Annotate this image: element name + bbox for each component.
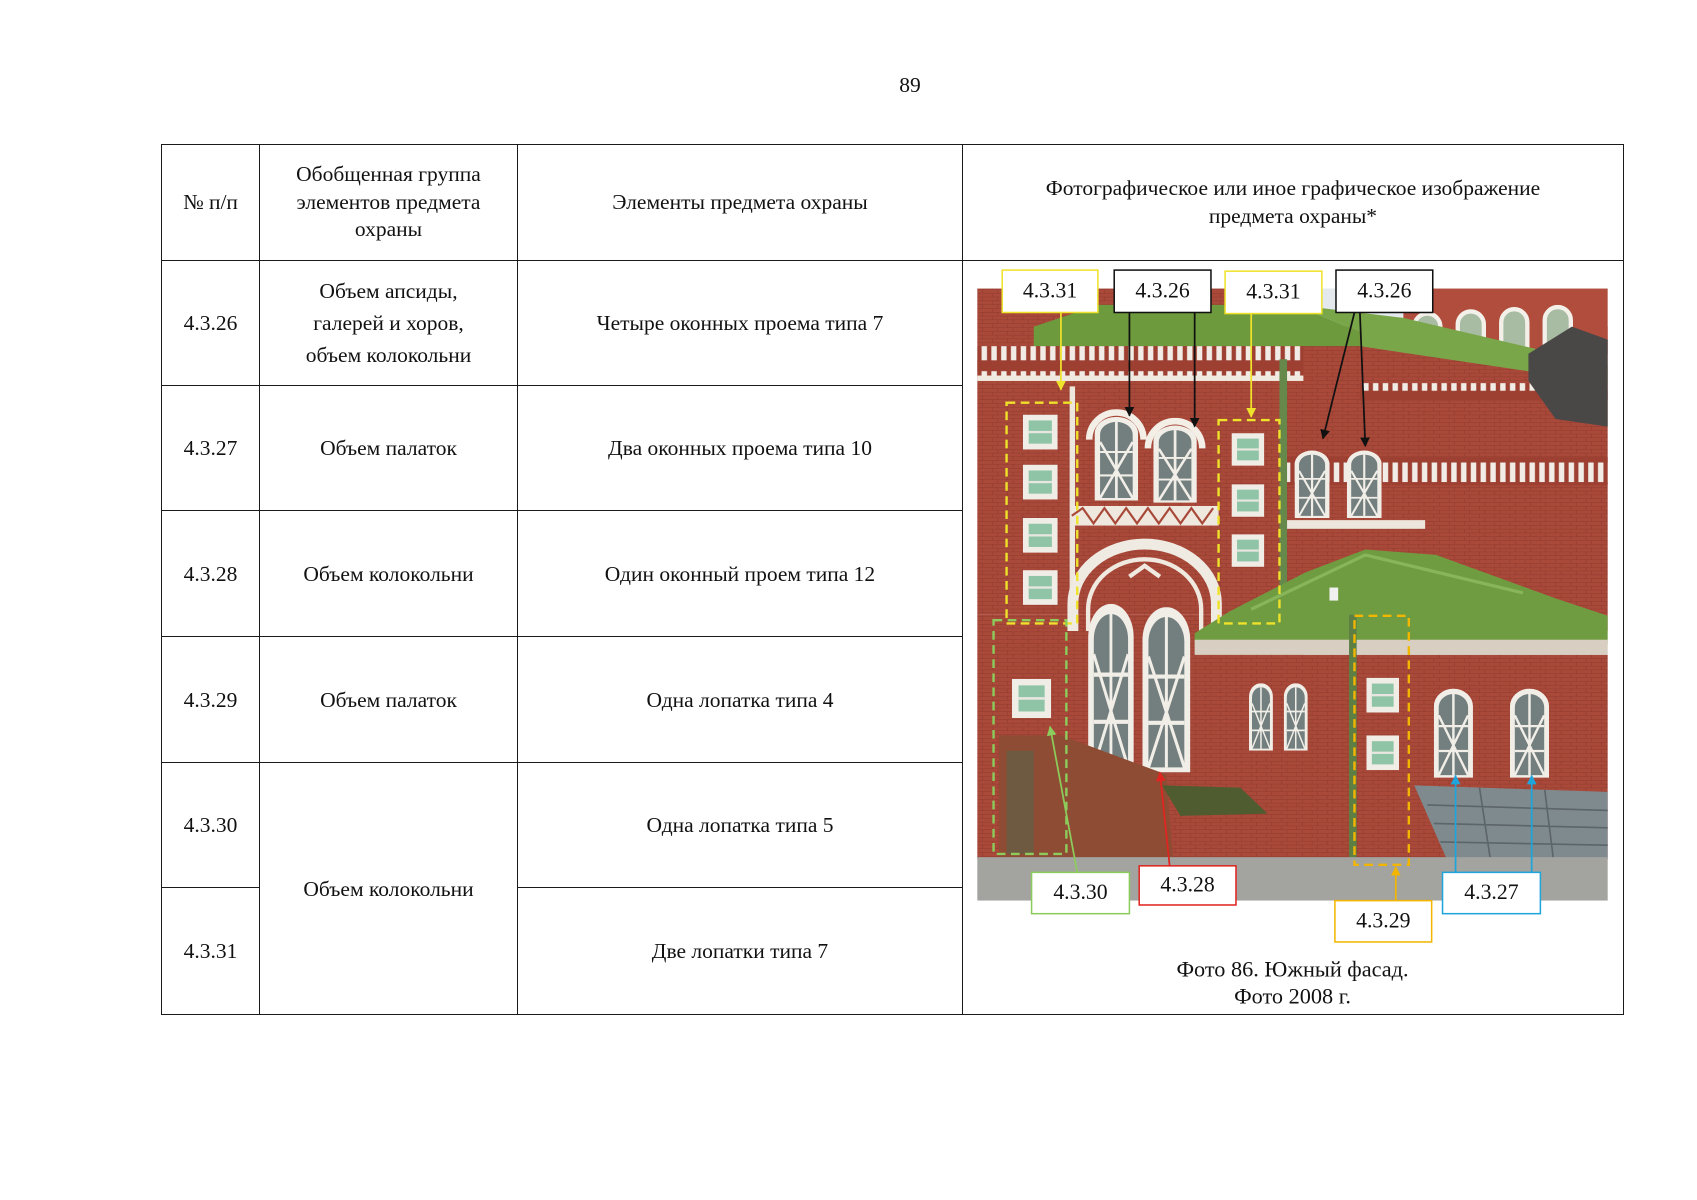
blade-square-window [1366, 735, 1399, 770]
pilaster-square-window [1012, 679, 1051, 718]
pilaster-square-window [1023, 518, 1058, 553]
callout-text: 4.3.27 [1464, 880, 1519, 905]
callout-text: 4.3.29 [1356, 908, 1411, 933]
row-element: Два оконных проема типа 10 [518, 386, 963, 511]
facade-photo-figure [962, 260, 1623, 1014]
header-elements: Элементы предмета охраны [518, 145, 963, 261]
row-number: 4.3.27 [162, 386, 260, 511]
upper-right-arch-window [1347, 451, 1382, 518]
narrow-arch-window [1249, 683, 1273, 750]
belfry-upper-arch-window [1095, 417, 1138, 501]
pilaster-square-window [1023, 570, 1058, 605]
wooden-door [1007, 751, 1034, 854]
left-frieze [977, 346, 1303, 376]
right-frieze [1284, 457, 1608, 485]
callout-text: 4.3.31 [1022, 278, 1078, 303]
row-group: Объем колокольни [260, 511, 518, 637]
callout-text: 4.3.30 [1053, 880, 1108, 905]
row-group-merged: Объем колокольни [260, 763, 518, 1015]
column-square-window [1232, 534, 1265, 567]
callout-text: 4.3.31 [1246, 279, 1301, 304]
row-element: Одна лопатка типа 4 [518, 637, 963, 763]
row-number: 4.3.29 [162, 637, 260, 763]
row-number: 4.3.30 [162, 763, 260, 888]
callout-label [1335, 901, 1432, 942]
column-square-window [1232, 484, 1265, 517]
row-number: 4.3.26 [162, 261, 260, 386]
callout-label [1139, 866, 1236, 905]
narrow-arch-window [1284, 683, 1308, 750]
callout-label [1002, 270, 1098, 312]
left-cornice [977, 376, 1303, 381]
row-number: 4.3.31 [162, 888, 260, 1015]
header-image: Фотографическое или иное графическое изображение предмета охраны* [963, 145, 1624, 261]
header-number: № п/п [162, 145, 260, 261]
photo-caption-title: Фото 86. Южный фасад. [1176, 956, 1409, 982]
row-element: Четыре оконных проема типа 7 [518, 261, 963, 386]
row-number: 4.3.28 [162, 511, 260, 637]
pilaster-square-window [1023, 465, 1058, 500]
callout-label [1225, 271, 1322, 313]
table-header-row [162, 145, 1624, 261]
blade-square-window [1366, 678, 1399, 713]
page-number: 89 [899, 73, 921, 97]
portal-lattice-window [1142, 607, 1190, 772]
callout-text: 4.3.26 [1135, 278, 1190, 303]
column-square-window [1232, 433, 1265, 466]
upper-right-arch-window [1295, 451, 1330, 518]
row-element: Две лопатки типа 7 [518, 888, 963, 1015]
glass-canopy [1414, 785, 1608, 859]
tent-arch-window [1510, 689, 1549, 778]
roof-lamp [1329, 588, 1338, 601]
callout-label [1114, 270, 1211, 312]
callout-label [1336, 270, 1433, 312]
lower-right-frieze [1195, 640, 1608, 655]
row-element: Одна лопатка типа 5 [518, 763, 963, 888]
row-element: Один оконный проем типа 12 [518, 511, 963, 637]
callout-text: 4.3.26 [1357, 278, 1412, 303]
belfry-upper-arch-window [1153, 426, 1196, 503]
photo-caption-year: Фото 2008 г. [1234, 983, 1351, 1009]
facade-photo [977, 289, 1608, 901]
header-group: Обобщенная группа элементов предмета охраны [260, 145, 518, 261]
callout-label [1032, 872, 1130, 913]
row-group: Объем палаток [260, 386, 518, 511]
row-group: Объем палаток [260, 637, 518, 763]
callout-label [1443, 872, 1541, 913]
callout-text: 4.3.28 [1160, 872, 1215, 897]
tent-arch-window [1434, 689, 1473, 778]
right-white-band [1284, 520, 1425, 529]
pilaster-square-window [1023, 415, 1058, 450]
row-group: Объем апсиды, галерей и хоров, объем колокольни [260, 261, 518, 386]
portal-lattice-window [1088, 604, 1134, 773]
